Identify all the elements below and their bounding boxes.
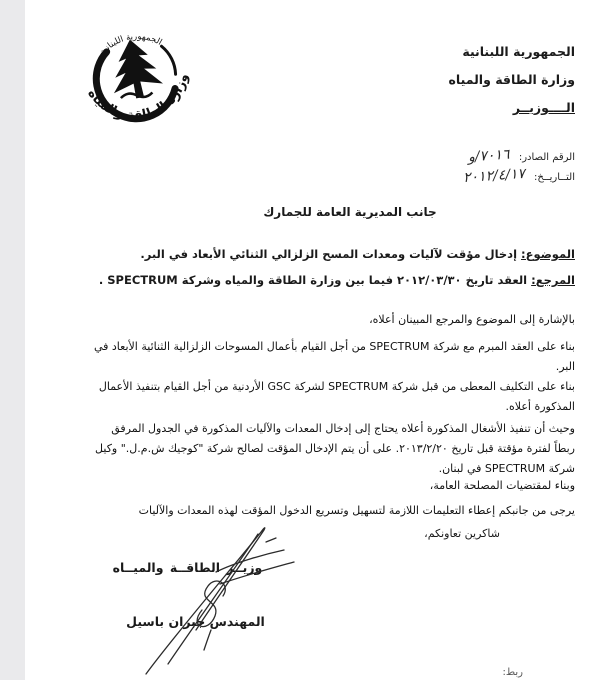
- body-paragraph: بناء على العقد المبرم مع شركة SPECTRUM من أجل القيام بأعمال المسوحات الزلزالية الثنائية الأبعاد في البر.: [93, 340, 575, 373]
- subject-text: إدخال مؤقت لآليات ومعدات المسح الزلزالي الثنائي الأبعاد في البر.: [140, 247, 522, 261]
- subject-label: الموضوع:: [521, 247, 575, 261]
- body-paragraph: بالإشارة إلى الموضوع والمرجع المبينان أعلاه،: [369, 313, 575, 326]
- recipient-line: جانب المديرية العامة للجمارك: [263, 205, 437, 219]
- date-label: التــاريــخ:: [533, 172, 575, 183]
- signature-name: المهندس جبران باسيل: [126, 614, 265, 629]
- minister-title: الــــوزيــر: [512, 100, 575, 115]
- signature-title: وزيــر الطاقــة والميــاه: [112, 560, 263, 575]
- outgoing-number-line: [468, 148, 575, 164]
- reference-text: العقد تاريخ ٢٠١٢/٠٣/٣٠ فيما بين وزارة الطاقة والمياه وشركة SPECTRUM .: [98, 273, 532, 287]
- date-value-handwritten: ٢٠١٢/٤/١٧: [462, 165, 526, 187]
- reference-line: [45, 273, 575, 287]
- outgoing-number-label: الرقم الصادر:: [518, 152, 575, 163]
- ministry-title: وزارة الطاقة والمياه: [448, 72, 575, 87]
- closing-line: شاكرين تعاونكم،: [424, 527, 500, 540]
- ministry-emblem: [62, 4, 213, 157]
- date-line: [462, 165, 575, 187]
- scan-edge-strip: [0, 0, 25, 680]
- body-paragraph: وحيث أن تنفيذ الأشغال المذكورة أعلاه يحتاج إلى إدخال المعدات والآليات المذكورة في الجدول المرفق ربطاً لفترة مؤقتة قبل تاريخ ٢٠١٣/٢/٢٠. على أن يتم الإدخال المؤقت لصالح شركة "كوجيك ش.م.ل." وكيل شركة SPECTRUM في لبنان.: [95, 422, 575, 475]
- body-paragraph: وبناء لمقتضيات المصلحة العامة،: [429, 479, 575, 492]
- emblem-top-text: الجمهورية اللبنانية: [98, 31, 164, 58]
- subject-line: [45, 247, 575, 261]
- body-paragraph: بناء على التكليف المعطى من قبل شركة SPECTRUM لشركة GSC الأردنية من أجل القيام بتنفيذ الأعمال المذكورة أعلاه.: [98, 380, 575, 413]
- emblem-bottom-text: وزارة الطاقة والمياه: [84, 72, 192, 124]
- outgoing-number-value-handwritten: ٧٠١٦/و: [467, 146, 511, 166]
- attachment-label: ربط:: [502, 667, 523, 678]
- reference-label: المرجع:: [531, 273, 575, 287]
- handwritten-signature: [118, 512, 318, 680]
- body-paragraph: يرجى من جانبكم إعطاء التعليمات اللازمة لتسهيل وتسريع الدخول المؤقت لهذه المعدات والآليات: [138, 504, 575, 517]
- republic-title: الجمهورية اللبنانية: [462, 44, 575, 59]
